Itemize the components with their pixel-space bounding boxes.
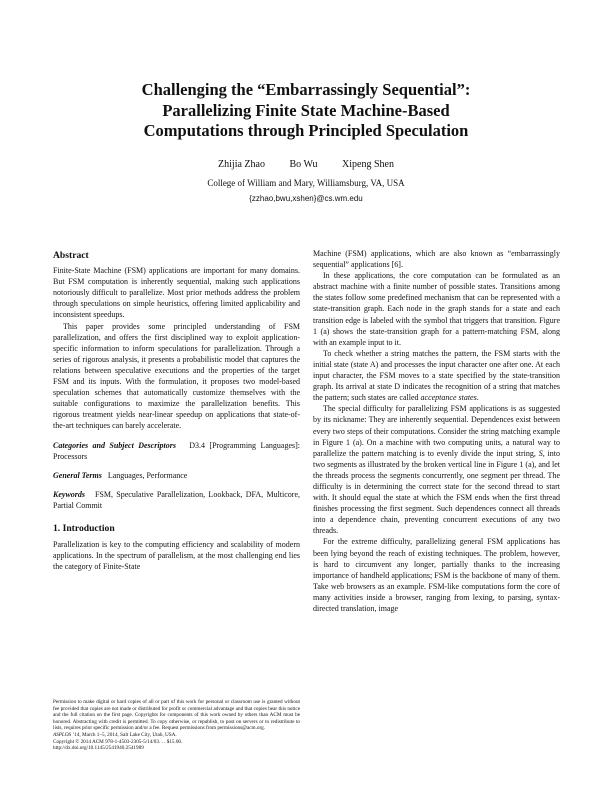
text-run: The special difficulty for parallelizing FSM applications is as suggested by its nickname: They are inherently sequential. Dependences exist between every two steps of their computations. Consider the string matching example in Figure 1 (a). On a machine with two computing units, a natural way to parallelize the pattern matching is to evenly divide the input string, [313, 404, 560, 458]
doi-link[interactable]: http://dx.doi.org/10.1145/2541940.2541989 [53, 745, 144, 752]
author-list [60, 158, 552, 171]
permission-notice: Permission to make digital or hard copies of all or part of this work for personal or classroom use is granted without fee provided that copies are not made or distributed for profit or commercial advantage and that copies bear this notice and the full citation on the first page. Copyrights for components of this work owned by others than ACM must be honored. Abstracting with credit is permitted. To copy otherwise, or republish, to post on servers or to redistribute to lists, requires prior specific permission and/or a fee. Request permissions from permissions@acm.org. [53, 699, 300, 732]
author-name: Xipeng Shen [342, 159, 394, 170]
paper-title [60, 80, 552, 142]
categories-text: D3.4 [Programming Languages]: Processors [53, 440, 301, 461]
keywords-text: FSM, Speculative Parallelization, Lookback, DFA, Multicore, Partial Commit [53, 489, 301, 510]
copyright-footnote [53, 699, 300, 752]
text-run: To check whether a string matches the pattern, the FSM starts with the initial state (state A) and processes the input character one after one. At each input character, the FSM moves to a state specified by the state-transition graph. Its arrival at state D indicates the recognition of a string that matches the pattern; such states are called [313, 348, 560, 403]
left-column [53, 250, 300, 572]
title-line-2: Parallelizing Finite State Machine-Based [162, 100, 450, 120]
text-run: , into two segments as illustrated by the broken vertical line in Figure 1 (a), and let the threads process the segments concurrently, one segment per thread. The difficulty is in determining the correct state for the second thread to start with. It should equal the state at which the FSM ends when the first thread finishes processing the first segment. Such dependences connect all threads into a dependence chain, preventing concurrent executions of any two threads. [313, 448, 560, 536]
keywords-block [53, 489, 300, 511]
text-run: . [476, 393, 479, 403]
abstract-paragraph: This paper provides some principled understanding of FSM parallelization, and offers the first disciplined way to exploit application-specific information to inform speculations for parallelization. Through a series of rigorous analysis, it presents a probabilistic model that captures the relations between speculative executions and the properties of the target FSM and its inputs. With the formulation, it proposes two model-based speculation schemes that automatically customize themselves with the suitable configurations to maximize the parallelization benefits. This rigorous treatment yields near-linear speedup on applications that state-of-the-art techniques can barely accelerate. [53, 321, 300, 431]
introduction-heading: 1. Introduction [53, 522, 115, 534]
categories-label: Categories and Subject Descriptors [53, 440, 176, 450]
abstract-paragraph: Finite-State Machine (FSM) applications are important for many domains. But FSM computation is inherently sequential, making such applications notoriously difficult to parallelize. Most prior methods address the problem through speculations on simple heuristics, offering limited applicability and inconsistent speedups. [53, 266, 300, 320]
conference-details: March 1–5, 2014, Salt Lake City, Utah, USA. [81, 731, 177, 738]
affiliation: College of William and Mary, Williamsburg, VA, USA [207, 178, 405, 188]
general-terms-block [53, 470, 300, 481]
emphasis-text: S [538, 448, 543, 458]
title-line-1: Challenging the “Embarrassingly Sequential”: [141, 80, 471, 99]
categories-block [53, 440, 300, 462]
author-email: {zzhao,bwu,xshen}@cs.wm.edu [249, 194, 363, 203]
introduction-paragraph: Parallelization is key to the computing efficiency and scalability of modern applications. In the spectrum of parallelism, at the most challenging end lies the category of Finite-State [53, 540, 300, 572]
right-column [313, 248, 560, 614]
body-paragraph: In these applications, the core computation can be formulated as an abstract machine with a finite number of possible states. Transitions among the states follow some predefined mechanism that can be represented with a state-transition graph. Each node in the graph stands for a state and each transition edge is labeled with the symbol that triggers that transition. Figure 1 (a) shows the state-transition graph for a pattern-matching FSM, along with an example input to it. [313, 271, 560, 347]
body-paragraph [313, 403, 560, 536]
keywords-label: Keywords [53, 489, 85, 499]
general-terms-label: General Terms [53, 470, 102, 480]
abstract-heading: Abstract [53, 250, 89, 261]
emphasis-text: acceptance states [420, 393, 477, 403]
author-name: Bo Wu [289, 159, 318, 170]
body-paragraph: Machine (FSM) applications, which are also known as “embarrassingly sequential” applications [6]. [313, 249, 560, 270]
body-paragraph: For the extreme difficulty, parallelizing general FSM applications has been lying beyond the reach of existing techniques. The problem, however, is hard to circumvent any longer, partially thanks to the increasing importance of handheld applications; FSM is the backbone of many of them. Take web browsers as an example. FSM-like computations form the core of many activities inside a browser, ranging from lexing, to parsing, syntax-directed translation, image [313, 537, 560, 613]
general-terms-text: Languages, Performance [107, 470, 188, 480]
copyright-line: Copyright © 2014 ACM 978-1-4503-2305-5/14/03. . . $15.00. [53, 738, 183, 745]
conference-name: ASPLOS ’14, [53, 731, 81, 738]
author-name: Zhijia Zhao [218, 159, 265, 170]
title-line-3: Computations through Principled Speculation [143, 121, 469, 140]
conference-line [53, 732, 300, 739]
body-paragraph [313, 348, 560, 403]
